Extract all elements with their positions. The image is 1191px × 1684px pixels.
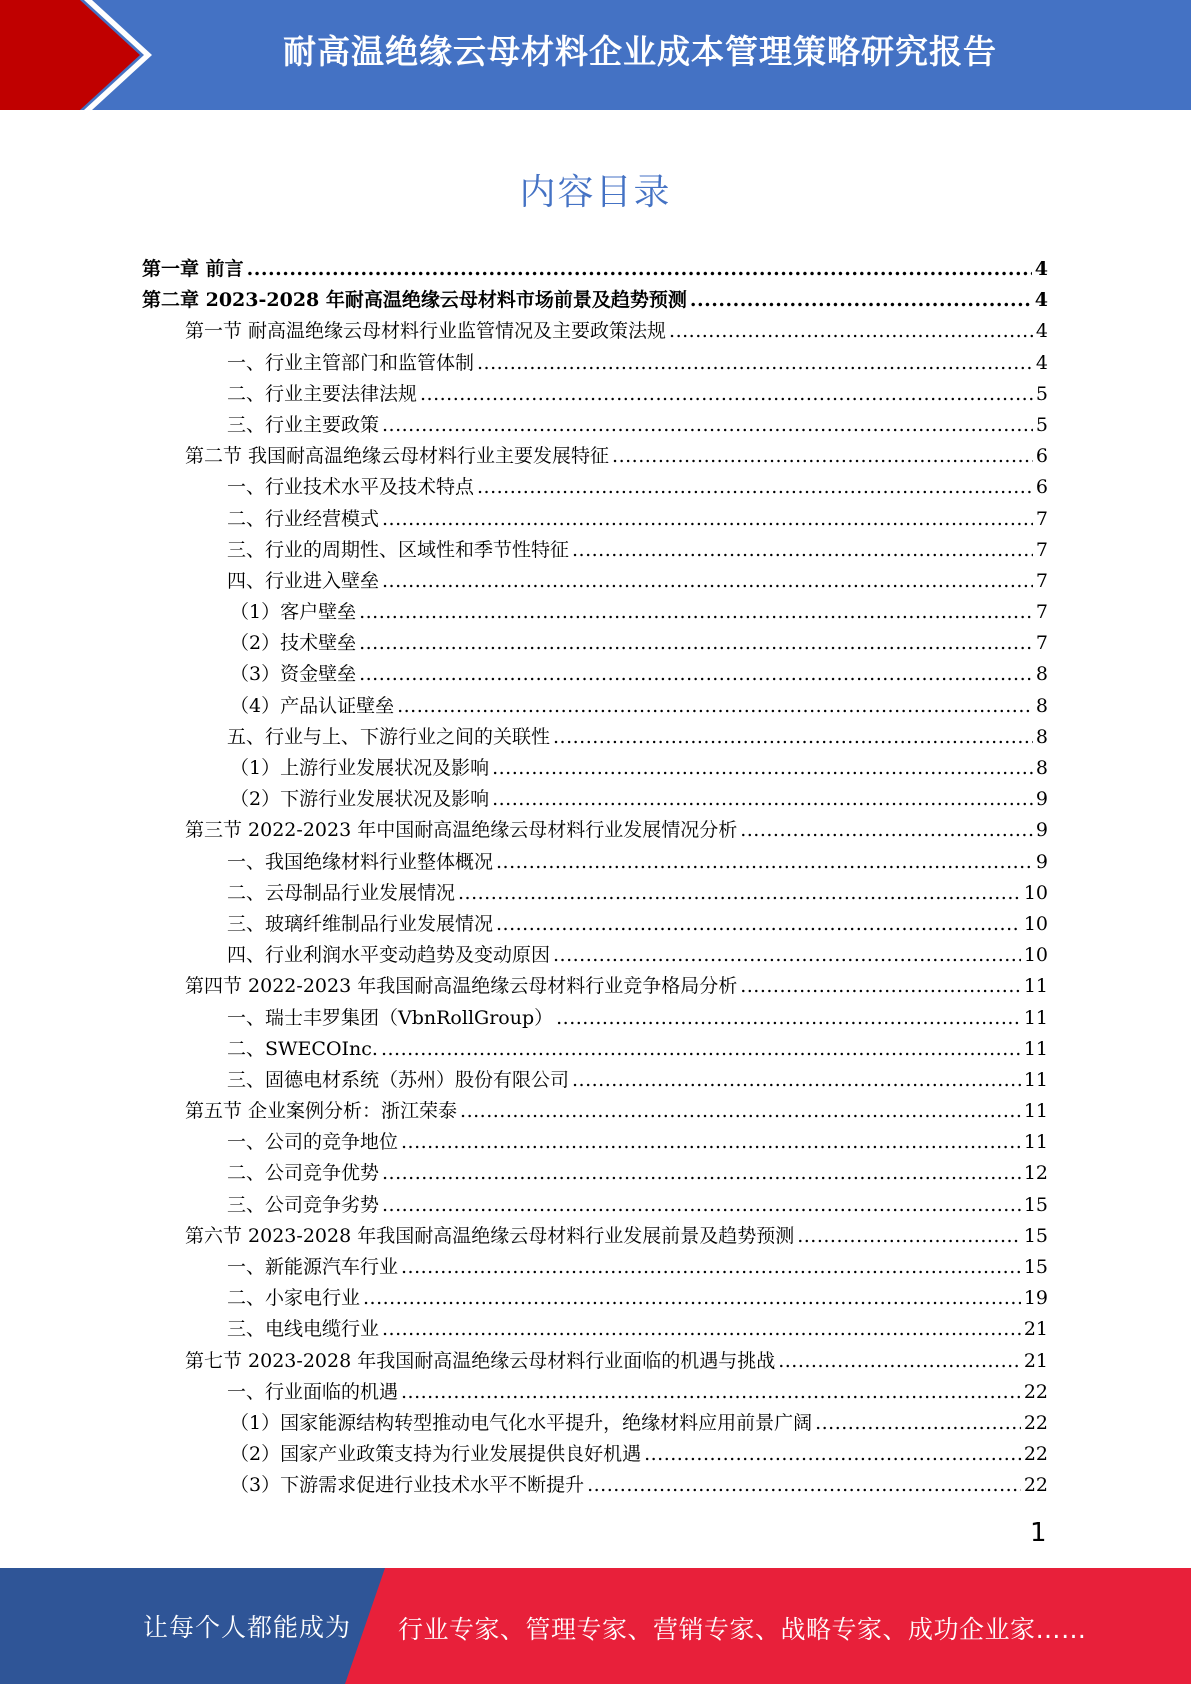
toc-entry[interactable] [142, 971, 1048, 1002]
toc-entry-page: 8 [1035, 725, 1048, 748]
toc-entry-page: 22 [1023, 1474, 1048, 1497]
toc-entry-page: 6 [1035, 445, 1048, 468]
toc-entry-title: 三、玻璃纤维制品行业发展情况 [227, 912, 494, 935]
toc-dot-leader [778, 1346, 1021, 1377]
toc-entry[interactable] [142, 909, 1048, 940]
toc-dot-leader [612, 441, 1033, 472]
toc-entry-title: 四、行业利润水平变动趋势及变动原因 [227, 944, 551, 967]
toc-dot-leader [587, 1470, 1021, 1501]
toc-entry-title: 第五节 企业案例分析：浙江荣泰 [185, 1100, 458, 1123]
toc-entry-title: 一、行业面临的机遇 [227, 1380, 399, 1403]
toc-entry-page: 4 [1034, 258, 1048, 280]
toc-entry[interactable] [142, 1346, 1048, 1377]
toc-entry[interactable] [142, 254, 1048, 285]
toc-entry-page: 7 [1035, 507, 1048, 530]
toc-entry-page: 7 [1035, 538, 1048, 561]
toc-entry[interactable] [142, 628, 1048, 659]
toc-entry[interactable] [142, 847, 1048, 878]
report-title: 耐高温绝缘云母材料企业成本管理策略研究报告 [283, 32, 997, 71]
toc-entry-title: 二、公司竞争优势 [227, 1162, 380, 1185]
toc-entry-title: 一、公司的竞争地位 [227, 1131, 399, 1154]
toc-entry[interactable] [142, 410, 1048, 441]
toc-dot-leader [556, 1003, 1021, 1034]
toc-entry-title: （1）国家能源结构转型推动电气化水平提升，绝缘材料应用前景广阔 [230, 1411, 813, 1434]
toc-entry-title: 三、电线电缆行业 [227, 1318, 380, 1341]
toc-entry[interactable] [142, 535, 1048, 566]
toc-dot-leader [382, 1190, 1021, 1221]
toc-dot-leader [381, 1034, 1021, 1065]
toc-entry-page: 11 [1023, 1131, 1048, 1154]
toc-entry-page: 22 [1023, 1443, 1048, 1466]
toc-entry[interactable] [142, 1252, 1048, 1283]
toc-entry-page: 9 [1035, 819, 1048, 842]
toc-dot-leader [553, 940, 1021, 971]
toc-dot-leader [382, 504, 1033, 535]
toc-dot-leader [496, 847, 1033, 878]
toc-dot-leader [458, 878, 1021, 909]
toc-entry-page: 15 [1023, 1256, 1048, 1278]
toc-entry-title: 一、行业主管部门和监管体制 [227, 351, 475, 374]
toc-entry-title: 二、云母制品行业发展情况 [227, 881, 456, 904]
toc-entry[interactable] [142, 1221, 1048, 1252]
toc-entry-title: （2）国家产业政策支持为行业发展提供良好机遇 [230, 1443, 642, 1466]
toc-entry-title: 二、小家电行业 [227, 1287, 361, 1310]
toc-dot-leader [492, 784, 1033, 815]
toc-entry-title: 一、新能源汽车行业 [227, 1256, 399, 1278]
toc-entry-title: 三、行业的周期性、区域性和季节性特征 [227, 538, 570, 561]
toc-entry[interactable] [142, 784, 1048, 815]
toc-dot-leader [382, 410, 1033, 441]
toc-entry-title: （4）产品认证壁垒 [230, 694, 395, 717]
toc-entry[interactable] [142, 1408, 1048, 1439]
toc-dot-leader [401, 1252, 1021, 1283]
toc-dot-leader [460, 1096, 1021, 1127]
toc-entry-page: 11 [1023, 975, 1048, 998]
toc-entry-title: 二、行业经营模式 [227, 507, 380, 530]
toc-entry-title: 第六节 2023-2028 年我国耐高温绝缘云母材料行业发展前景及趋势预测 [185, 1224, 795, 1247]
header-banner [0, 0, 1191, 110]
toc-dot-leader [477, 472, 1033, 503]
toc-entry-title: 二、SWECOInc. [227, 1037, 378, 1060]
toc-entry-title: （2）下游行业发展状况及影响 [230, 788, 490, 811]
toc-entry-title: 四、行业进入壁垒 [227, 569, 380, 592]
toc-entry-title: 第二章 2023-2028 年耐高温绝缘云母材料市场前景及趋势预测 [142, 289, 687, 312]
toc-entry-page: 22 [1023, 1411, 1048, 1434]
toc-dot-leader [420, 379, 1033, 410]
toc-dot-leader [797, 1221, 1021, 1252]
toc-entry-page: 7 [1035, 601, 1048, 624]
toc-entry-page: 8 [1035, 757, 1048, 779]
toc-entry-page: 4 [1034, 289, 1048, 312]
toc-entry-title: 第二节 我国耐高温绝缘云母材料行业主要发展特征 [185, 445, 610, 468]
toc-entry-page: 4 [1035, 351, 1048, 374]
toc-heading: 内容目录 [519, 172, 672, 213]
toc-dot-leader [669, 316, 1033, 347]
toc-entry[interactable] [142, 940, 1048, 971]
toc-dot-leader [363, 1283, 1021, 1314]
toc-entry-page: 10 [1023, 944, 1048, 967]
toc-entry-title: （3）下游需求促进行业技术水平不断提升 [230, 1474, 585, 1497]
toc-entry-title: 三、行业主要政策 [227, 413, 380, 436]
toc-dot-leader [572, 535, 1033, 566]
toc-entry[interactable] [142, 1314, 1048, 1345]
header-red-arrow [0, 0, 140, 110]
toc-entry-title: （1）上游行业发展状况及影响 [230, 757, 490, 779]
toc-entry-page: 7 [1035, 632, 1048, 655]
toc-entry-title: 三、固德电材系统（苏州）股份有限公司 [227, 1068, 570, 1091]
toc-entry[interactable] [142, 815, 1048, 846]
toc-entry-page: 9 [1035, 850, 1048, 873]
toc-entry[interactable] [142, 878, 1048, 909]
toc-entry[interactable] [142, 348, 1048, 379]
toc-entry[interactable] [142, 753, 1048, 784]
toc-entry[interactable] [142, 659, 1048, 690]
toc-entry[interactable] [142, 472, 1048, 503]
toc-entry-page: 15 [1023, 1224, 1048, 1247]
toc-entry[interactable] [142, 285, 1048, 316]
toc-entry[interactable] [142, 597, 1048, 628]
toc-dot-leader [397, 691, 1033, 722]
toc-dot-leader [401, 1377, 1021, 1408]
toc-dot-leader [690, 285, 1032, 316]
toc-entry-title: （2）技术壁垒 [230, 632, 357, 655]
toc-entry-page: 7 [1035, 569, 1048, 592]
toc-entry-page: 22 [1023, 1380, 1048, 1403]
toc-entry-page: 21 [1023, 1349, 1048, 1372]
toc-entry-page: 5 [1035, 413, 1048, 436]
toc-entry[interactable] [142, 1034, 1048, 1065]
toc-dot-leader [477, 348, 1033, 379]
toc-dot-leader [553, 722, 1033, 753]
toc-entry-page: 11 [1023, 1068, 1048, 1091]
toc-dot-leader [492, 753, 1033, 784]
toc-dot-leader [382, 566, 1033, 597]
footer-banner [0, 1568, 1191, 1684]
page-number: 1 [1030, 1518, 1047, 1548]
toc-entry[interactable] [142, 1283, 1048, 1314]
toc-dot-leader [401, 1127, 1021, 1158]
toc-entry[interactable] [142, 1377, 1048, 1408]
toc-entry[interactable] [142, 1190, 1048, 1221]
toc-entry[interactable] [142, 1065, 1048, 1096]
toc-entry-page: 12 [1023, 1162, 1048, 1185]
toc-entry-title: 第四节 2022-2023 年我国耐高温绝缘云母材料行业竞争格局分析 [185, 975, 738, 998]
toc-entry[interactable] [142, 1003, 1048, 1034]
toc-entry[interactable] [142, 1096, 1048, 1127]
toc-entry[interactable] [142, 722, 1048, 753]
toc-dot-leader [496, 909, 1021, 940]
toc-entry-page: 4 [1035, 320, 1048, 343]
toc-dot-leader [359, 628, 1033, 659]
toc-entry-page: 19 [1023, 1287, 1048, 1310]
toc-entry[interactable] [142, 1439, 1048, 1470]
footer-slogan-left: 让每个人都能成为 [143, 1613, 352, 1642]
toc-entry-page: 11 [1023, 1100, 1048, 1123]
toc-dot-leader [740, 971, 1021, 1002]
toc-entry-title: （1）客户壁垒 [230, 601, 357, 624]
toc-entry-title: 三、公司竞争劣势 [227, 1193, 380, 1216]
toc-dot-leader [740, 815, 1033, 846]
toc-entry-page: 15 [1023, 1193, 1048, 1216]
toc-entry[interactable] [142, 691, 1048, 722]
toc-entry-title: 一、我国绝缘材料行业整体概况 [227, 850, 494, 873]
toc-entry-title: 一、行业技术水平及技术特点 [227, 476, 475, 499]
toc-entry-page: 5 [1035, 382, 1048, 405]
toc-entry-page: 8 [1035, 694, 1048, 717]
toc-entry-page: 8 [1035, 663, 1048, 686]
toc-entry-page: 21 [1023, 1318, 1048, 1341]
toc-dot-leader [382, 1158, 1021, 1189]
toc-entry-page: 9 [1035, 788, 1048, 811]
toc-dot-leader [247, 254, 1032, 285]
footer-slogan-right: 行业专家、管理专家、营销专家、战略专家、成功企业家…… [398, 1615, 1087, 1644]
toc-entry-page: 6 [1035, 476, 1048, 499]
toc-entry-title: 二、行业主要法律法规 [227, 382, 418, 405]
toc-dot-leader [382, 1314, 1021, 1345]
toc-entry-title: 五、行业与上、下游行业之间的关联性 [227, 725, 551, 748]
table-of-contents [142, 254, 1048, 1502]
toc-entry[interactable] [142, 1470, 1048, 1501]
toc-entry-title: 第三节 2022-2023 年中国耐高温绝缘云母材料行业发展情况分析 [185, 819, 738, 842]
toc-entry[interactable] [142, 1127, 1048, 1158]
toc-entry-title: 第一章 前言 [142, 258, 244, 280]
toc-dot-leader [359, 659, 1033, 690]
toc-dot-leader [359, 597, 1033, 628]
toc-dot-leader [572, 1065, 1021, 1096]
toc-entry-page: 11 [1023, 1006, 1048, 1029]
toc-entry-title: 第一节 耐高温绝缘云母材料行业监管情况及主要政策法规 [185, 320, 667, 343]
toc-entry-title: 第七节 2023-2028 年我国耐高温绝缘云母材料行业面临的机遇与挑战 [185, 1349, 776, 1372]
toc-entry-page: 10 [1023, 912, 1048, 935]
toc-entry[interactable] [142, 1158, 1048, 1189]
toc-entry-page: 10 [1023, 881, 1048, 904]
toc-entry-title: （3）资金壁垒 [230, 663, 357, 686]
toc-entry[interactable] [142, 441, 1048, 472]
toc-dot-leader [815, 1408, 1021, 1439]
toc-entry-title: 一、瑞士丰罗集团（VbnRollGroup） [227, 1006, 554, 1029]
toc-entry[interactable] [142, 504, 1048, 535]
toc-entry-page: 11 [1023, 1037, 1048, 1060]
toc-entry[interactable] [142, 316, 1048, 347]
toc-entry[interactable] [142, 566, 1048, 597]
toc-entry[interactable] [142, 379, 1048, 410]
toc-dot-leader [644, 1439, 1021, 1470]
